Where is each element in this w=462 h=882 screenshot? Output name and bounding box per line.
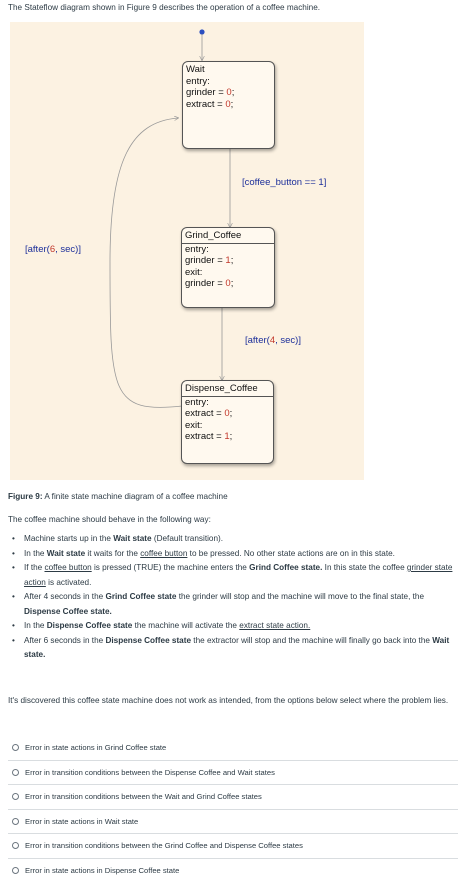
list-item: • After 6 seconds in the Dispense Coffee state the extractor will stop and the machine will finally go back into the Wait state. xyxy=(8,634,456,663)
grind-exit-action: grinder = 0; xyxy=(182,278,274,290)
radio-button[interactable] xyxy=(12,818,19,825)
dispense-coffee-state xyxy=(181,380,274,464)
intro-text: The Stateflow diagram shown in Figure 9 describes the operation of a coffee machine. xyxy=(8,3,320,12)
radio-button[interactable] xyxy=(12,793,19,800)
after-6-sec-condition: [after(6, sec)] xyxy=(25,244,81,255)
behavior-list xyxy=(8,532,456,663)
answer-option[interactable]: Error in state actions in Dispense Coffee state xyxy=(8,859,458,882)
answer-options xyxy=(8,736,458,882)
radio-button[interactable] xyxy=(12,769,19,776)
list-item: • Machine starts up in the Wait state (Default transition). xyxy=(8,532,456,547)
answer-option[interactable]: Error in state actions in Wait state xyxy=(8,810,458,835)
grind-entry-action: grinder = 1; xyxy=(182,255,274,267)
after-4-sec-condition: [after(4, sec)] xyxy=(245,335,301,346)
grind-coffee-state xyxy=(181,227,275,308)
dispense-to-wait-arrow xyxy=(110,118,182,407)
dispense-entry-action: extract = 0; xyxy=(182,408,273,420)
figure-caption: Figure 9: A finite state machine diagram of a coffee machine xyxy=(8,492,228,501)
dispense-coffee-state-title: Dispense_Coffee xyxy=(182,381,273,395)
dispense-exit-label: exit: xyxy=(182,420,273,432)
list-item: • In the Wait state it waits for the coffee button to be pressed. No other state actions are on in this state. xyxy=(8,547,456,562)
stateflow-diagram xyxy=(10,22,364,480)
dispense-entry-label: entry: xyxy=(182,396,273,409)
wait-extract-action: extract = 0; xyxy=(183,99,274,111)
coffee-button-condition: [coffee_button == 1] xyxy=(242,177,326,188)
answer-option[interactable]: Error in state actions in Grind Coffee state xyxy=(8,736,458,761)
answer-option[interactable]: Error in transition conditions between the Wait and Grind Coffee states xyxy=(8,785,458,810)
dispense-exit-action: extract = 1; xyxy=(182,431,273,443)
list-item: • If the coffee button is pressed (TRUE) the machine enters the Grind Coffee state. In this state the coffee grinder state action is activated. xyxy=(8,561,456,590)
answer-option[interactable]: Error in transition conditions between the Dispense Coffee and Wait states xyxy=(8,761,458,786)
wait-entry-label: entry: xyxy=(183,76,274,88)
grind-entry-label: entry: xyxy=(182,243,274,256)
wait-grinder-action: grinder = 0; xyxy=(183,87,274,99)
radio-button[interactable] xyxy=(12,867,19,874)
default-transition-dot xyxy=(199,29,204,34)
radio-button[interactable] xyxy=(12,842,19,849)
grind-exit-label: exit: xyxy=(182,267,274,279)
list-item: • In the Dispense Coffee state the machine will activate the extract state action. xyxy=(8,619,456,634)
grind-coffee-state-title: Grind_Coffee xyxy=(182,228,274,242)
list-item: • After 4 seconds in the Grind Coffee state the grinder will stop and the machine will move to the final state, the Dispense Coffee state. xyxy=(8,590,456,619)
question-text: It's discovered this coffee state machine does not work as intended, from the options below select where the problem lies. xyxy=(8,694,454,708)
behavior-intro: The coffee machine should behave in the following way: xyxy=(8,513,211,527)
radio-button[interactable] xyxy=(12,744,19,751)
answer-option[interactable]: Error in transition conditions between the Grind Coffee and Dispense Coffee states xyxy=(8,834,458,859)
wait-state-title: Wait xyxy=(183,62,274,76)
wait-state xyxy=(182,61,275,149)
